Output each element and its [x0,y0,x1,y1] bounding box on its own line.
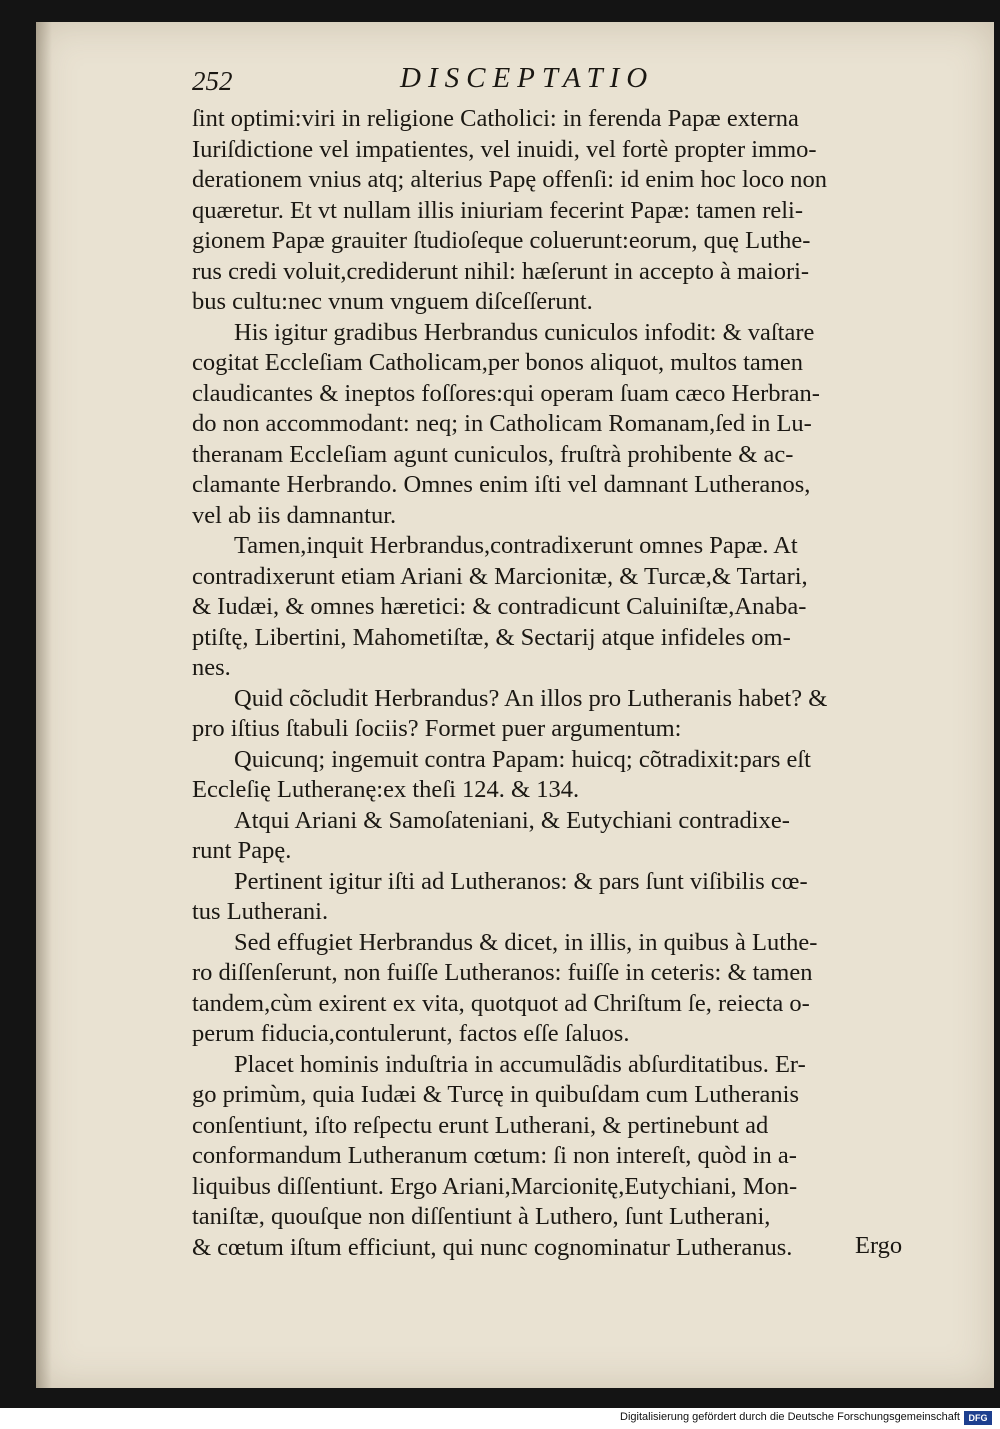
text-line: ſint optimi:viri in religione Catholici: in ferenda Papæ externa [192,105,799,132]
text-line: taniſtæ, quouſque non diſſentiunt à Luthero, ſunt Lutherani, [192,1203,771,1230]
text-line: bus cultu:nec vnum vnguem diſceſſerunt. [192,288,593,315]
text-line: conformandum Lutheranum cœtum: ſi non intereſt, quòd in a- [192,1142,797,1169]
text-line: runt Papę. [192,837,292,864]
text-line: perum fiducia,contulerunt, factos eſſe ſaluos. [192,1020,630,1047]
page-number: 252 [192,66,233,96]
text-line: pro iſtius ſtabuli ſociis? Formet puer argumentum: [192,715,682,742]
text-line: Quid cõcludit Herbrandus? An illos pro Lutheranis habet? & [234,684,828,712]
text-line: Placet hominis induſtria in accumulãdis abſurditatibus. Er- [234,1050,806,1078]
text-line: & Iudæi, & omnes hæretici: & contradicunt Caluiniſtæ,Anaba- [192,593,807,620]
footer-bar [0,1408,1000,1429]
text-line: Eccleſię Lutheranę:ex theſi 124. & 134. [192,776,580,803]
funding-notice: Digitalisierung gefördert durch die Deutsche Forschungsgemeinschaft [620,1411,960,1423]
text-line: nes. [192,654,231,681]
text-line: vel ab iis damnantur. [192,501,397,529]
text-line: Pertinent igitur iſti ad Lutheranos: & pars ſunt viſibilis cœ- [234,867,808,895]
text-line: contradixerunt etiam Ariani & Marcionitæ, & Turcæ,& Tartari, [192,562,808,590]
body-text [192,104,912,1263]
text-line: ptiſtę, Libertini, Mahometiſtæ, & Sectarij atque infideles om- [192,623,791,651]
text-line: do non accommodant: neq; in Catholicam Romanam,ſed in Lu- [192,410,812,437]
text-line: derationem vnius atq; alterius Papę offenſi: id enim hoc loco non [192,166,828,193]
text-line: go primùm, quia Iudæi & Turcę in quibuſdam cum Lutheranis [192,1081,799,1108]
text-line: theranam Eccleſiam agunt cuniculos, fruſtrà prohibente & ac- [192,440,794,468]
running-head [192,62,912,102]
text-line: tandem,cùm exirent ex vita, quotquot ad Chriſtum ſe, reiecta o- [192,989,810,1017]
text-line: claudicantes & ineptos foſſores:qui operam ſuam cæco Herbran- [192,379,820,407]
text-line: conſentiunt, iſto reſpectu erunt Lutherani, & pertinebunt ad [192,1111,769,1139]
text-line: cogitat Eccleſiam Catholicam,per bonos aliquot, multos tamen [192,349,803,376]
catchword: Ergo [855,1232,903,1259]
text-line: gionem Papæ grauiter ſtudioſeque coluerunt:eorum, quę Luthe- [192,227,811,254]
text-line: & cœtum iſtum efficiunt, qui nunc cognominatur Lutheranus. [192,1233,793,1261]
text-line: His igitur gradibus Herbrandus cuniculos infodit: & vaſtare [234,318,815,346]
text-line: quæretur. Et vt nullam illis iniuriam fecerint Papæ: tamen reli- [192,196,804,224]
dfg-logo-icon: DFG [964,1411,992,1425]
text-line: tus Lutherani. [192,898,329,925]
text-line: clamante Herbrando. Omnes enim iſti vel damnant Lutheranos, [192,471,811,498]
running-head-title: DISCEPTATIO [400,62,655,94]
text-line: rus credi voluit,crediderunt nihil: hæſerunt in accepto à maiori- [192,257,810,285]
text-line: Atqui Ariani & Samoſateniani, & Eutychiani contradixe- [234,806,790,834]
text-line: liquibus diſſentiunt. Ergo Ariani,Marcionitę,Eutychiani, Mon- [192,1172,798,1200]
text-line: ro diſſenſerunt, non fuiſſe Lutheranos: fuiſſe in ceteris: & tamen [192,959,813,986]
text-line: Quicunq; ingemuit contra Papam: huicq; cõtradixit:pars eſt [234,745,811,773]
text-line: Sed effugiet Herbrandus & dicet, in illis, in quibus à Luthe- [234,928,818,956]
text-line: Iuriſdictione vel impatientes, vel inuidi, vel fortè propter immo- [192,135,817,163]
text-line: Tamen,inquit Herbrandus,contradixerunt omnes Papæ. At [234,532,798,559]
